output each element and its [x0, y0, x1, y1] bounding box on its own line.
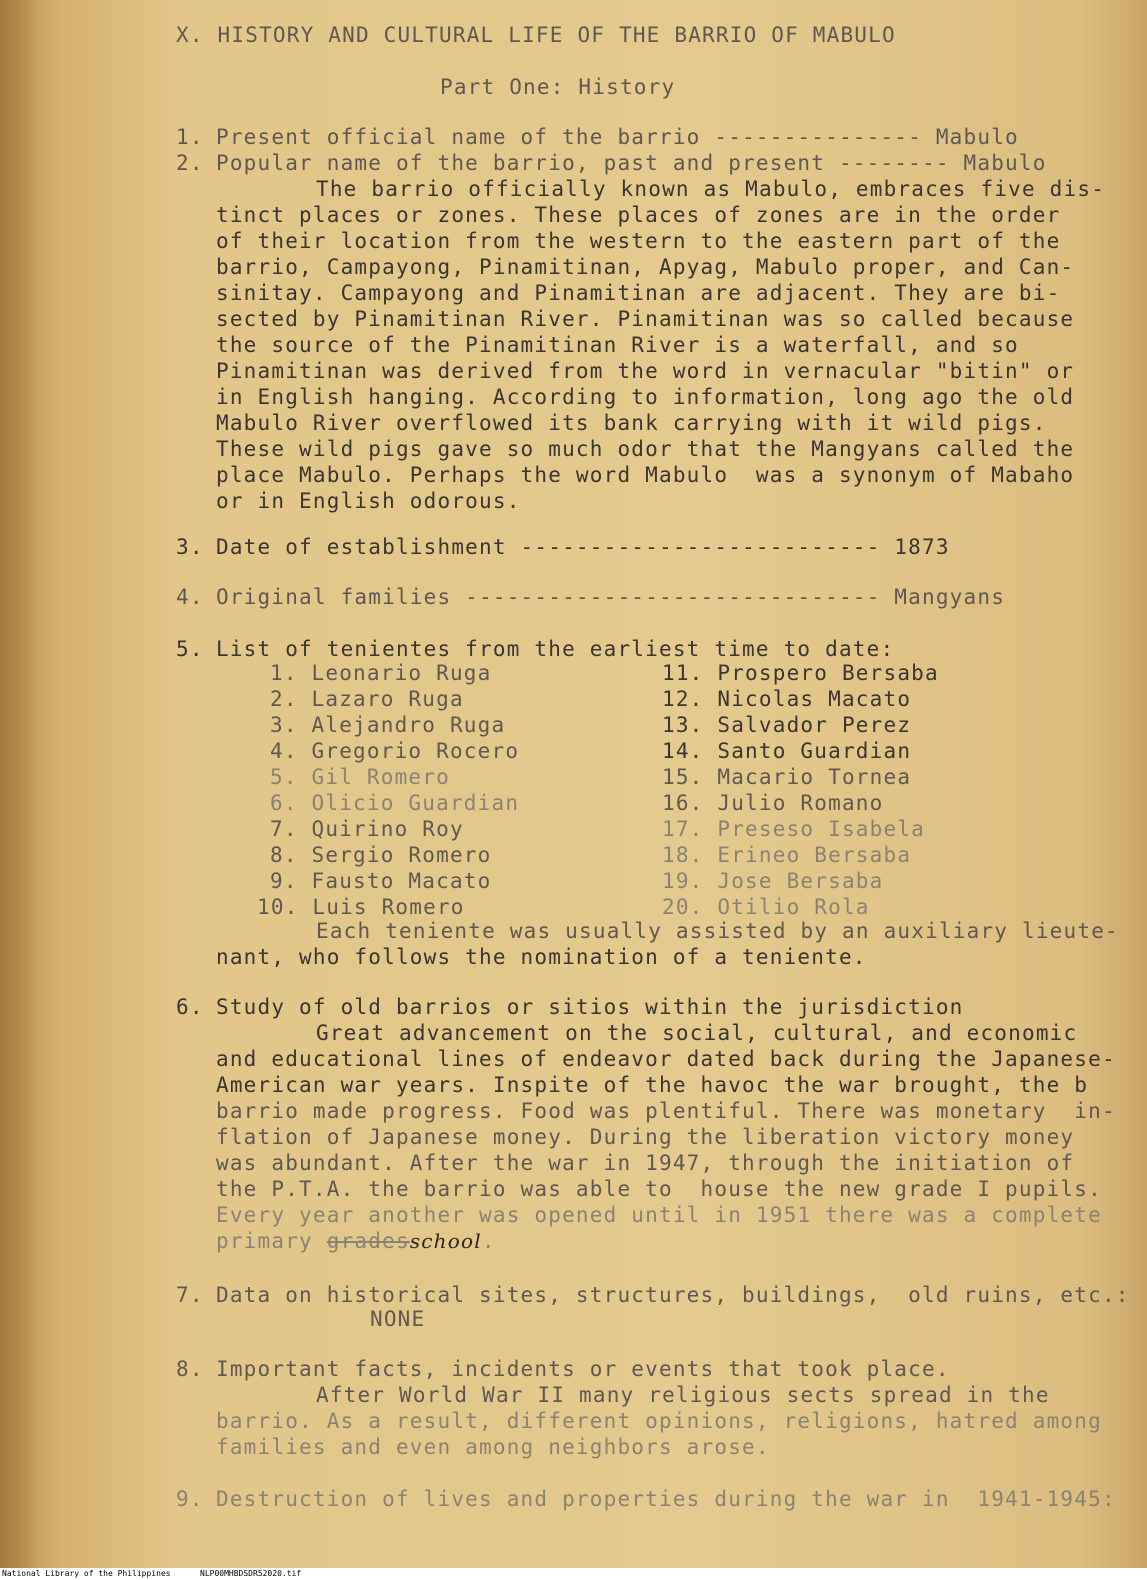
item-5-text: List of tenientes from the earliest time to date:	[216, 637, 895, 661]
para6-line: barrio made progress. Food was plentiful. There was monetary in-	[216, 1099, 1116, 1123]
para2-line: in English hanging. According to information, long ago the old	[216, 385, 1075, 409]
item-2-text: Popular name of the barrio, past and present -------- Mabulo	[216, 151, 1047, 175]
handwritten-correction: school	[409, 1229, 482, 1253]
para2-line: Mabulo River overflowed its bank carrying with it wild pigs.	[216, 411, 1047, 435]
teniente-right: 14. Santo Guardian	[662, 739, 912, 763]
para5-line: nant, who follows the nomination of a teniente.	[216, 945, 867, 969]
para2-line: barrio, Campayong, Pinamitinan, Apyag, Mabulo proper, and Can-	[216, 255, 1075, 279]
teniente-right: 16. Julio Romano	[662, 791, 884, 815]
para2-line: or in English odorous.	[216, 489, 521, 513]
item-7-text: Data on historical sites, structures, buildings, old ruins, etc.:	[216, 1283, 1130, 1307]
footer-filename: NLP00MHBDSDR52020.tif	[200, 1569, 302, 1578]
item-1-text: Present official name of the barrio --------------- Mabulo	[216, 125, 1019, 149]
item-1-number: 1.	[176, 125, 204, 149]
teniente-left: 10. Luis Romero	[257, 895, 465, 919]
binding-shadow	[0, 0, 40, 1568]
para6-line: Every year another was opened until in 1951 there was a complete	[216, 1203, 1102, 1227]
teniente-right: 11. Prospero Bersaba	[662, 661, 939, 685]
teniente-right: 18. Erineo Bersaba	[662, 843, 912, 867]
item-3-number: 3.	[176, 535, 204, 559]
para2-line: the source of the Pinamitinan River is a waterfall, and so	[216, 333, 1019, 357]
teniente-right: 13. Salvador Perez	[662, 713, 912, 737]
item-8-number: 8.	[176, 1357, 204, 1381]
para2-line: sected by Pinamitinan River. Pinamitinan was so called because	[216, 307, 1075, 331]
item-4-number: 4.	[176, 585, 204, 609]
para8-line: After World War II many religious sects spread in the	[316, 1383, 1050, 1407]
teniente-left: 8. Sergio Romero	[270, 843, 492, 867]
teniente-left: 6. Olicio Guardian	[270, 791, 520, 815]
teniente-left: 1. Leonario Ruga	[270, 661, 492, 685]
teniente-left: 5. Gil Romero	[270, 765, 450, 789]
para6-line: was abundant. After the war in 1947, through the initiation of	[216, 1151, 1075, 1175]
para6-line: the P.T.A. the barrio was able to house the new grade I pupils.	[216, 1177, 1102, 1201]
item-2-number: 2.	[176, 151, 204, 175]
item-5-number: 5.	[176, 637, 204, 661]
teniente-right: 20. Otilio Rola	[662, 895, 870, 919]
item-8-text: Important facts, incidents or events that took place.	[216, 1357, 950, 1381]
item-4-text: Original families ------------------------------ Mangyans	[216, 585, 1006, 609]
para2-line: place Mabulo. Perhaps the word Mabulo was a synonym of Mabaho	[216, 463, 1075, 487]
para2-line: Pinamitinan was derived from the word in vernacular "bitin" or	[216, 359, 1075, 383]
para2-line: The barrio officially known as Mabulo, embraces five dis-	[316, 177, 1106, 201]
teniente-left: 4. Gregorio Rocero	[270, 739, 520, 763]
item-9-number: 9.	[176, 1487, 204, 1511]
item-7-number: 7.	[176, 1283, 204, 1307]
item-7-value: NONE	[370, 1307, 426, 1331]
para6-last-line	[216, 1228, 496, 1254]
para8-line: families and even among neighbors arose.	[216, 1435, 770, 1459]
teniente-right: 12. Nicolas Macato	[662, 687, 912, 711]
para2-line: tinct places or zones. These places of zones are in the order	[216, 203, 1061, 227]
para6-line: Great advancement on the social, cultural, and economic	[316, 1021, 1078, 1045]
teniente-right: 17. Preseso Isabela	[662, 817, 926, 841]
para8-line: barrio. As a result, different opinions, religions, hatred among	[216, 1409, 1102, 1433]
item-9-text: Destruction of lives and properties during the war in 1941-1945:	[216, 1487, 1116, 1511]
para6-line: American war years. Inspite of the havoc the war brought, the b	[216, 1073, 1089, 1097]
para6-line: and educational lines of endeavor dated back during the Japanese-	[216, 1047, 1116, 1071]
item-3-text: Date of establishment -------------------------- 1873	[216, 535, 950, 559]
para2-line: These wild pigs gave so much odor that the Mangyans called the	[216, 437, 1075, 461]
scan-footer	[0, 1568, 1147, 1580]
para6-last-suffix: .	[481, 1229, 496, 1253]
item-6-number: 6.	[176, 995, 204, 1019]
para6-last-prefix: primary	[216, 1229, 327, 1253]
part-title: Part One: History	[440, 75, 676, 99]
document-heading: X. HISTORY AND CULTURAL LIFE OF THE BARRIO OF MABULO	[176, 23, 896, 47]
item-6-text: Study of old barrios or sitios within the jurisdiction	[216, 995, 964, 1019]
teniente-left: 7. Quirino Roy	[270, 817, 464, 841]
para5-line: Each teniente was usually assisted by an auxiliary lieute-	[316, 919, 1119, 943]
para2-line: of their location from the western to the eastern part of the	[216, 229, 1061, 253]
teniente-left: 2. Lazaro Ruga	[270, 687, 464, 711]
footer-library: National Library of the Philippines	[2, 1569, 171, 1578]
teniente-right: 15. Macario Tornea	[662, 765, 912, 789]
para6-line: flation of Japanese money. During the liberation victory money	[216, 1125, 1075, 1149]
teniente-left: 9. Fausto Macato	[270, 869, 492, 893]
struck-word: grades	[326, 1229, 410, 1253]
teniente-right: 19. Jose Bersaba	[662, 869, 884, 893]
para2-line: sinitay. Campayong and Pinamitinan are adjacent. They are bi-	[216, 281, 1061, 305]
teniente-left: 3. Alejandro Ruga	[270, 713, 506, 737]
